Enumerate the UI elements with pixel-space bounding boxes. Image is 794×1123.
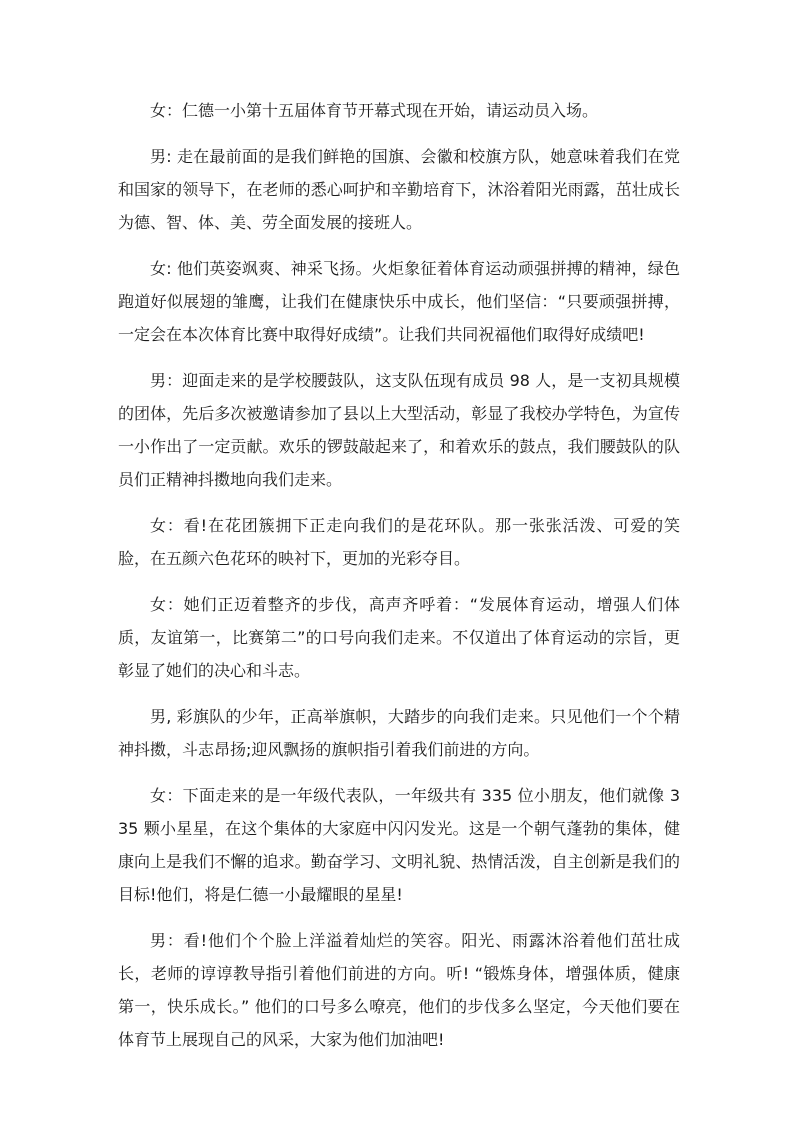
- paragraph-9: 男：看!他们个个脸上洋溢着灿烂的笑容。阳光、雨露沐浴着他们茁壮成长，老师的谆谆教导指引着他们前进的方向。听! “锻炼身体，增强体质，健康第一，快乐成长。” 他们的口号多么嘹亮，他们的步伐多么坚定，今天他们要在体育节上展现自己的风采，大家为他们加油吧!: [118, 931, 680, 1049]
- document-body: [118, 94, 680, 1069]
- paragraph-7: 男, 彩旗队的少年，正高举旗帜，大踏步的向我们走来。只见他们一个个精神抖擞，斗志昂扬;迎风飘扬的旗帜指引着我们前进的方向。: [118, 707, 680, 759]
- paragraph-8: 女：下面走来的是一年级代表队，一年级共有 335 位小朋友，他们就像 335 颗小星星，在这个集体的大家庭中闪闪发光。这是一个朝气蓬勃的集体，健康向上是我们不懈的追求。勤奋学习、文明礼貌、热情活泼，自主创新是我们的目标!他们，将是仁德一小最耀眼的星星!: [118, 786, 680, 904]
- paragraph-6: 女：她们正迈着整齐的步伐，高声齐呼着：“发展体育运动，增强人们体质，友谊第一，比赛第二”的口号向我们走来。不仅道出了体育运动的宗旨，更彰显了她们的决心和斗志。: [118, 595, 680, 680]
- paragraph-3: 女: 他们英姿飒爽、神采飞扬。火炬象征着体育运动顽强拼搏的精神，绿色跑道好似展翅的雏鹰，让我们在健康快乐中成长，他们坚信：“只要顽强拼搏，一定会在本次体育比赛中取得好成绩”。让我们共同祝福他们取得好成绩吧!: [118, 259, 680, 344]
- paragraph-2: 男: 走在最前面的是我们鲜艳的国旗、会徽和校旗方队，她意味着我们在党和国家的领导下，在老师的悉心呵护和辛勤培育下，沐浴着阳光雨露，茁壮成长为德、智、体、美、劳全面发展的接班人。: [118, 147, 680, 232]
- paragraph-5: 女：看!在花团簇拥下正走向我们的是花环队。那一张张活泼、可爱的笑脸，在五颜六色花环的映衬下，更加的光彩夺目。: [118, 516, 680, 568]
- paragraph-4: 男：迎面走来的是学校腰鼓队，这支队伍现有成员 98 人，是一支初具规模的团体，先后多次被邀请参加了县以上大型活动，彰显了我校办学特色，为宣传一小作出了一定贡献。欢乐的锣鼓敲起来了，和着欢乐的鼓点，我们腰鼓队的队员们正精神抖擞地向我们走来。: [118, 371, 680, 489]
- paragraph-1: 女：仁德一小第十五届体育节开幕式现在开始，请运动员入场。: [150, 101, 599, 120]
